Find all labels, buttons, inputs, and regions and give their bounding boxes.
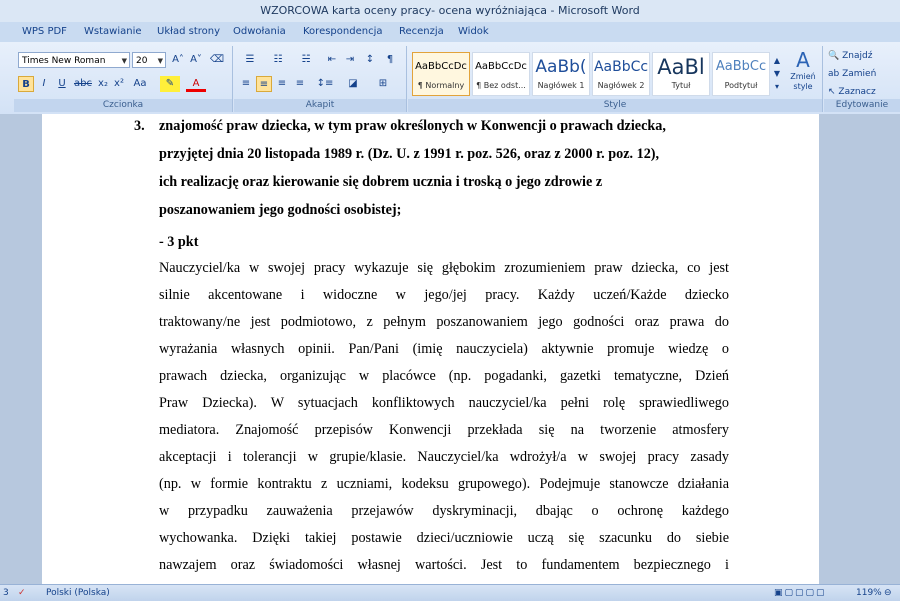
proofing-icon[interactable]: ✓ bbox=[18, 588, 26, 598]
style-heading-2[interactable] bbox=[592, 52, 650, 96]
superscript-icon[interactable]: x² bbox=[114, 78, 124, 89]
replace-button[interactable] bbox=[828, 66, 898, 82]
paragraph-group bbox=[234, 46, 407, 112]
style-sample: AaBb( bbox=[535, 57, 587, 77]
style-name: Tytuł bbox=[671, 81, 691, 90]
bullets-icon[interactable]: ☰ bbox=[245, 54, 255, 65]
body-line: akceptacji i tolerancji w grupie/klasie. Nauczyciel/ka wdrożył/a w swojej pracy zasady bbox=[159, 449, 729, 465]
increase-indent-icon[interactable]: ⇥ bbox=[345, 54, 355, 65]
font-name-combo[interactable] bbox=[18, 52, 130, 68]
chevron-down-icon: ▼ bbox=[157, 57, 163, 65]
heading-line: poszanowaniem jego godności osobistej; bbox=[159, 202, 402, 218]
multilevel-list-icon[interactable]: ☵ bbox=[301, 54, 311, 65]
tab-view[interactable]: Widok bbox=[458, 26, 489, 37]
strikethrough-icon[interactable]: abc bbox=[74, 78, 92, 89]
window-title: WZORCOWA karta oceny pracy- ocena wyróżniająca - Microsoft Word bbox=[260, 4, 640, 17]
language-indicator[interactable]: Polski (Polska) bbox=[46, 588, 110, 598]
chevron-down-icon: ▼ bbox=[121, 57, 127, 65]
status-bar bbox=[0, 584, 900, 601]
italic-icon[interactable]: I bbox=[42, 78, 46, 89]
underline-icon[interactable]: U bbox=[58, 78, 66, 89]
sort-icon[interactable]: ↕ bbox=[365, 54, 375, 65]
body-line: traktowany/ne jest podmiotowo, z pełnym poszanowaniem jego godności oraz prawa do bbox=[159, 314, 729, 330]
show-marks-icon[interactable]: ¶ bbox=[386, 54, 394, 65]
change-styles-label: Zmień style bbox=[790, 72, 816, 91]
zoom-level[interactable]: 119% bbox=[856, 588, 882, 598]
change-case-icon[interactable]: Aa bbox=[133, 78, 147, 89]
shading-icon[interactable]: ◪ bbox=[348, 78, 358, 89]
body-line: Praw Dziecka). W sytuacjach konfliktowych nauczyciel/ka pełni rolę sprawiedliwego bbox=[159, 395, 729, 411]
body-line: (np. w formie kontraktu z uczniami, kodeksu grupowego). Podejmuje stanowcze działania bbox=[159, 476, 729, 492]
body-line: prawach dziecka, organizując w placówce (np. pogadanki, gazetki tematyczne, Dzień bbox=[159, 368, 729, 384]
heading-line: przyjętej dnia 20 listopada 1989 r. (Dz. U. z 1991 r. poz. 526, oraz z 2000 r. poz. 12), bbox=[159, 146, 660, 162]
style-name: Podtytuł bbox=[724, 81, 758, 90]
replace-icon: ab bbox=[828, 69, 840, 79]
view-buttons-icon[interactable]: ▣▢▢▢▢ bbox=[774, 588, 827, 598]
shrink-font-icon[interactable]: A˅ bbox=[190, 54, 202, 65]
style-normal[interactable] bbox=[412, 52, 470, 96]
zoom-out-icon[interactable]: ⊖ bbox=[884, 588, 892, 598]
body-line: mediatora. Znajomość przepisów Konwencji przekłada się na tworzenie atmosfery bbox=[159, 422, 729, 438]
style-sample: AaBbCcDc bbox=[415, 61, 467, 72]
body-line: silnie akcentowane i widoczne w jego/jej pracy. Każdy uczeń/Każde dziecko bbox=[159, 287, 729, 303]
style-name: ¶ Bez odst... bbox=[476, 81, 526, 90]
body-line: nawzajem oraz świadomości własnej wartości. Jest to fundamentem bezpiecznego i bbox=[159, 557, 729, 573]
document-page[interactable] bbox=[42, 114, 819, 584]
font-group-label: Czcionka bbox=[14, 99, 232, 112]
find-label: Znajdź bbox=[842, 51, 873, 61]
font-size-combo[interactable] bbox=[132, 52, 166, 68]
subscript-icon[interactable]: x₂ bbox=[98, 78, 108, 89]
style-name: Nagłówek 2 bbox=[597, 81, 645, 90]
cursor-icon: ↖ bbox=[828, 87, 836, 97]
font-group bbox=[14, 46, 233, 112]
align-left-icon[interactable]: ≡ bbox=[241, 78, 251, 89]
replace-label: Zamień bbox=[842, 69, 877, 79]
ribbon-tabs bbox=[0, 22, 900, 42]
binoculars-icon: 🔍 bbox=[828, 51, 840, 61]
clear-format-icon[interactable]: ⌫ bbox=[209, 54, 225, 65]
borders-icon[interactable]: ⊞ bbox=[378, 78, 388, 89]
ribbon bbox=[0, 42, 900, 115]
heading-line: ich realizację oraz kierowanie się dobrem ucznia i troską o jego zdrowie z bbox=[159, 174, 603, 190]
font-color-icon[interactable]: A bbox=[186, 76, 206, 92]
page-indicator[interactable]: 3 bbox=[3, 588, 9, 598]
style-no-spacing[interactable] bbox=[472, 52, 530, 96]
change-styles-button[interactable] bbox=[786, 48, 820, 96]
select-label: Zaznacz bbox=[838, 87, 876, 97]
line-spacing-icon[interactable]: ↕≡ bbox=[316, 78, 334, 89]
numbering-icon[interactable]: ☷ bbox=[273, 54, 283, 65]
grow-font-icon[interactable]: A˄ bbox=[172, 54, 184, 65]
style-name: Nagłówek 1 bbox=[537, 81, 585, 90]
highlight-icon[interactable]: ✎ bbox=[160, 76, 180, 92]
body-line: w przypadku zauważenia przejawów dyskryminacji, dbając o ochronę każdego bbox=[159, 503, 729, 519]
style-name: ¶ Normalny bbox=[417, 81, 465, 90]
bold-icon[interactable]: B bbox=[18, 76, 34, 92]
style-sample: AaBbCc bbox=[715, 59, 767, 74]
style-title[interactable] bbox=[652, 52, 710, 96]
style-heading-1[interactable] bbox=[532, 52, 590, 96]
editing-group-label: Edytowanie bbox=[824, 99, 900, 112]
paragraph-group-label: Akapit bbox=[234, 99, 406, 112]
tab-mailings[interactable]: Korespondencja bbox=[303, 26, 383, 37]
font-size-value: 20 bbox=[136, 56, 148, 66]
styles-group bbox=[408, 46, 823, 112]
body-line: wychowanka. Dzięki takiej postawie dzieci/uczniowie uczą się szacunku do siebie bbox=[159, 530, 729, 546]
change-styles-icon: A bbox=[796, 48, 810, 72]
item-number: 3. bbox=[134, 118, 145, 134]
points-line: - 3 pkt bbox=[159, 234, 199, 250]
style-sample: AaBbCcDc bbox=[475, 61, 527, 72]
font-name-value: Times New Roman bbox=[22, 56, 106, 66]
decrease-indent-icon[interactable]: ⇤ bbox=[327, 54, 337, 65]
align-center-icon[interactable]: ≡ bbox=[256, 76, 272, 92]
heading-line: znajomość praw dziecka, w tym praw określonych w Konwencji o prawach dziecka, bbox=[159, 118, 666, 134]
justify-icon[interactable]: ≡ bbox=[295, 78, 305, 89]
style-sample: AaBl bbox=[657, 55, 705, 79]
title-bar bbox=[0, 0, 900, 23]
styles-group-label: Style bbox=[408, 99, 822, 112]
style-sample: AaBbCc bbox=[593, 59, 649, 75]
editing-group bbox=[824, 46, 900, 112]
align-right-icon[interactable]: ≡ bbox=[277, 78, 287, 89]
body-line: wyrażania własnych opinii. Pan/Pani (imię nauczyciela) aktywnie promuje wiedzę o bbox=[159, 341, 729, 357]
tab-references[interactable]: Odwołania bbox=[233, 26, 286, 37]
style-subtitle[interactable] bbox=[712, 52, 770, 96]
tab-review[interactable]: Recenzja bbox=[399, 26, 444, 37]
styles-scroll-icon[interactable]: ▲ ▼ ▾ bbox=[773, 56, 781, 91]
tab-insert[interactable]: Wstawianie bbox=[84, 26, 142, 37]
find-button[interactable] bbox=[828, 48, 898, 64]
tab-page-layout[interactable]: Układ strony bbox=[157, 26, 221, 37]
select-button[interactable] bbox=[828, 84, 898, 100]
body-line: Nauczyciel/ka w swojej pracy wykazuje się głębokim zrozumieniem praw dziecka, co jest bbox=[159, 260, 729, 276]
tab-wps-pdf[interactable]: WPS PDF bbox=[22, 26, 67, 37]
